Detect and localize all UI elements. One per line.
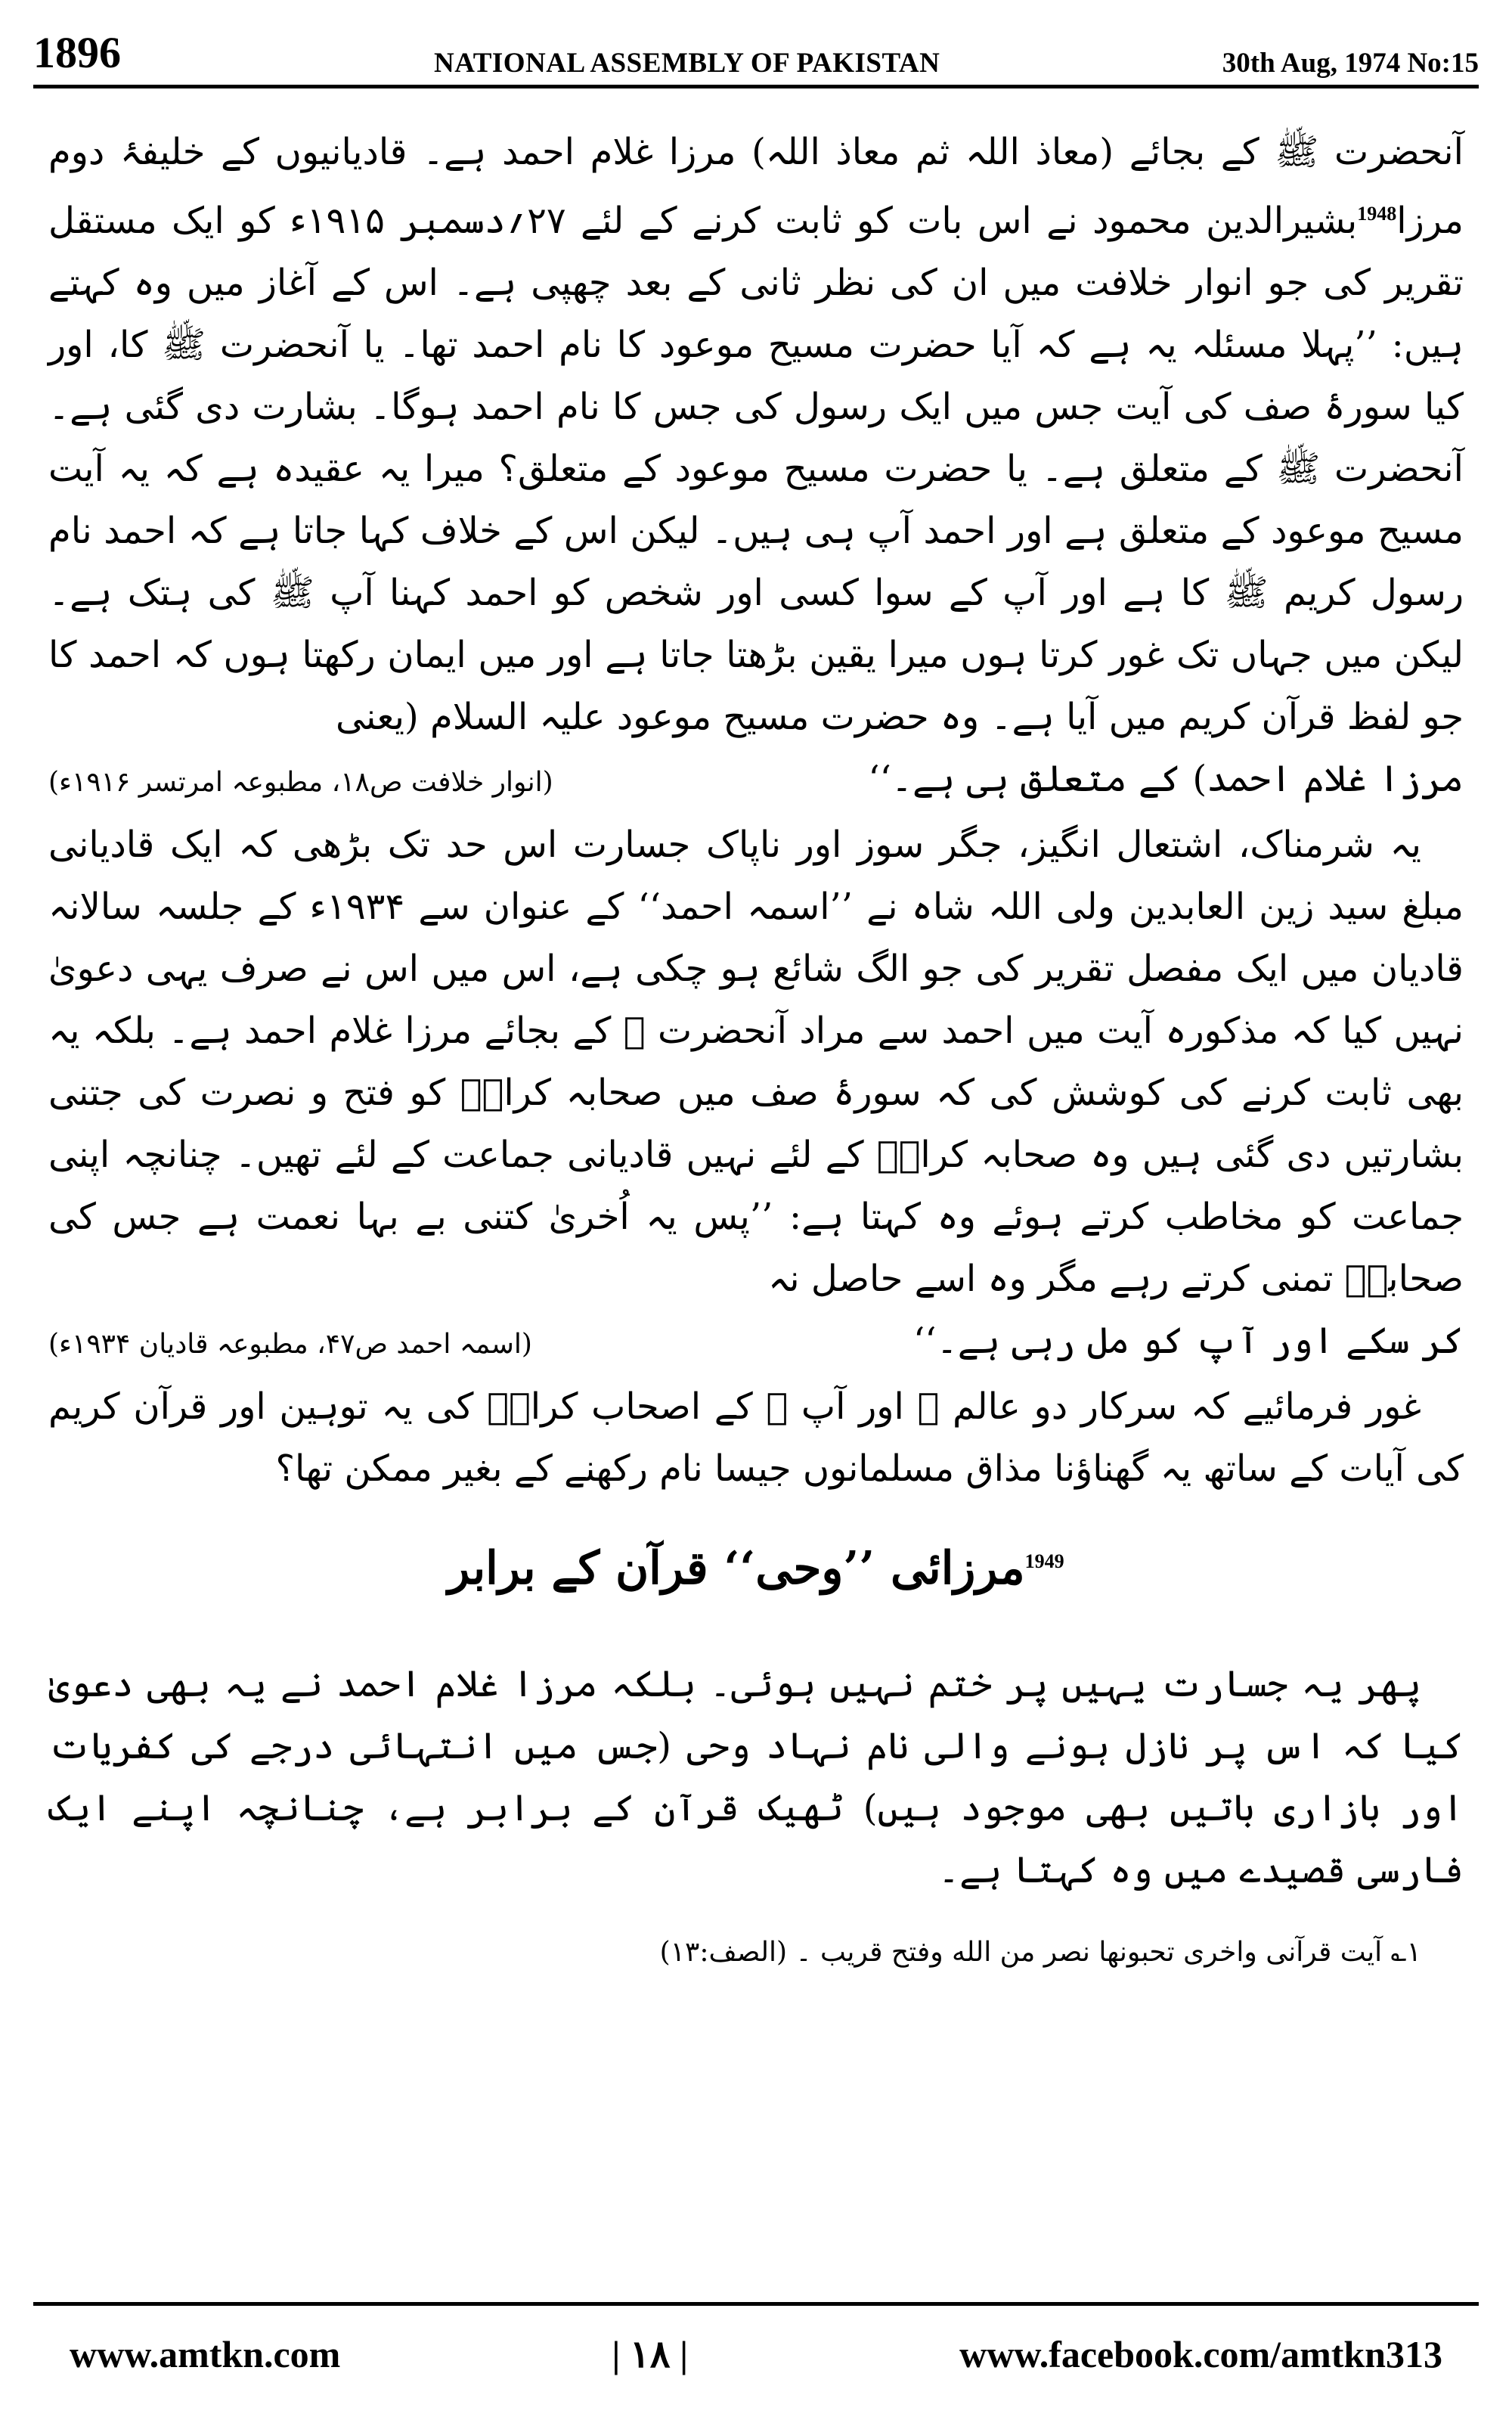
footnote-marker-1949: 1949: [1024, 1550, 1064, 1572]
paragraph-1-text: آنحضرت ﷺ کے بجائے (معاذ اللہ ثم معاذ اللہ) مرزا غلام احمد ہے۔ قادیانیوں کے خلیفۂ دوم مرزا: [48, 131, 1464, 242]
page-footer: [70, 2332, 1442, 2376]
header-date: 30th Aug, 1974 No:15: [1222, 48, 1479, 79]
footer-website-link[interactable]: www.amtkn.com: [70, 2333, 341, 2375]
paragraph-1: [48, 121, 1464, 748]
paragraph-1-continued: بشیرالدین محمود نے اس بات کو ثابت کرنے کے لئے ۲۷؍دسمبر ۱۹۱۵ء کو ایک مستقل تقریر کی جو انوار خلافت میں ان کی نظر ثانی کے بعد چھپی ہے۔ اس کے آغاز میں وہ کہتے ہیں: ’’پہلا مسئلہ یہ ہے کہ آیا حضرت مسیح موعود کا نام احمد تھا۔ یا آنحضرت ﷺ کا، اور کیا سورۂ صف کی آیت جس میں ایک رسول کی جس کا نام احمد ہوگا۔ بشارت دی گئی ہے۔ آنحضرت ﷺ کے متعلق ہے۔ یا حضرت مسیح موعود کے متعلق؟ میرا یہ عقیدہ ہے کہ یہ آیت مسیح موعود کے متعلق ہے اور احمد آپ ہی ہیں۔ لیکن اس کے خلاف کہا جاتا ہے کہ احمد نام رسول کریم ﷺ کا ہے اور آپ کے سوا کسی اور شخص کو احمد کہنا آپ ﷺ کی ہتک ہے۔ لیکن میں جہاں تک غور کرتا ہوں میرا یقین بڑھتا جاتا ہے اور میں ایمان رکھتا ہوں کہ احمد کا جو لفظ قرآن کریم میں آیا ہے۔ وہ حضرت مسیح موعود علیہ السلام (یعنی: [48, 200, 1464, 738]
page-number: 1896: [33, 28, 121, 77]
section-heading: [48, 1524, 1464, 1606]
quote-end-text-1: مرزا غلام احمد) کے متعلق ہی ہے۔‘‘: [868, 758, 1464, 800]
citation-1: (انوار خلافت ص۱۸، مطبوعہ امرتسر ۱۹۱۶ء): [48, 767, 553, 798]
quote-end-line-2: [48, 1310, 1464, 1376]
citation-2: (اسمہ احمد ص۴۷، مطبوعہ قادیان ۱۹۳۴ء): [48, 1329, 532, 1360]
quote-end-text-2: کر سکے اور آپ کو مل رہی ہے۔‘‘: [913, 1320, 1464, 1362]
document-body: [48, 121, 1464, 1975]
paragraph-4: پھر یہ جسارت یہیں پر ختم نہیں ہوئی۔ بلکہ مرزا غلام احمد نے یہ بھی دعویٰ کیا کہ اس پر نازل ہونے والی نام نہاد وحی (جس میں انتہائی درجے کی کفریات اور بازاری باتیں بھی موجود ہیں) ٹھیک قرآن کے برابر ہے، چنانچہ اپنے ایک فارسی قصیدے میں وہ کہتا ہے۔: [48, 1663, 1464, 1891]
footer-page-marker: | ۱۸ |: [612, 2333, 689, 2375]
section-heading-text: مرزائی ’’وحی‘‘ قرآن کے برابر: [448, 1542, 1025, 1595]
header-rule: [33, 85, 1479, 88]
footer-rule: [33, 2302, 1479, 2306]
footer-facebook-link[interactable]: www.facebook.com/amtkn313: [959, 2333, 1442, 2375]
paragraph-2: یہ شرمناک، اشتعال انگیز، جگر سوز اور ناپاک جسارت اس حد تک بڑھی کہ ایک قادیانی مبلغ سید زین العابدین ولی اللہ شاہ نے ’’اسمہ احمد‘‘ کے عنوان سے ۱۹۳۴ء کے جلسہ سالانہ قادیان میں ایک مفصل تقریر کی جو الگ شائع ہو چکی ہے، اس میں اس نے صرف یہی دعویٰ نہیں کیا کہ مذکورہ آیت میں احمد سے مراد آنحضرت ﷺ کے بجائے مرزا غلام احمد ہے۔ بلکہ یہ بھی ثابت کرنے کی کوشش کی کہ سورۂ صف میں صحابہ کرامؓ کو فتح و نصرت کی جتنی بشارتیں دی گئی ہیں وہ صحابہ کرامؓ کے لئے نہیں قادیانی جماعت کے لئے تھیں۔ چنانچہ اپنی جماعت کو مخاطب کرتے ہوئے وہ کہتا ہے: ’’پس یہ اُخریٰ کتنی بے بہا نعمت ہے جس کی صحابہؓ تمنی کرتے رہے مگر وہ اسے حاصل نہ: [48, 824, 1464, 1300]
quote-end-line-1: [48, 748, 1464, 814]
footnote: ۱؎ آیت قرآنی واخری تحبونها نصر من الله وفتح قريب ۔ (الصف:۱۳): [659, 1937, 1421, 1968]
paragraph-3: غور فرمائیے کہ سرکار دو عالم ﷺ اور آپ ﷺ کے اصحاب کرامؓ کی یہ توہین اور قرآن کریم کی آیات کے ساتھ یہ گھناؤنا مذاق مسلمانوں جیسا نام رکھنے کے بغیر ممکن تھا؟: [48, 1385, 1464, 1490]
footnote-marker-1948: 1948: [1357, 203, 1397, 225]
page-header: [33, 27, 1479, 80]
header-title: NATIONAL ASSEMBLY OF PAKISTAN: [434, 48, 940, 79]
